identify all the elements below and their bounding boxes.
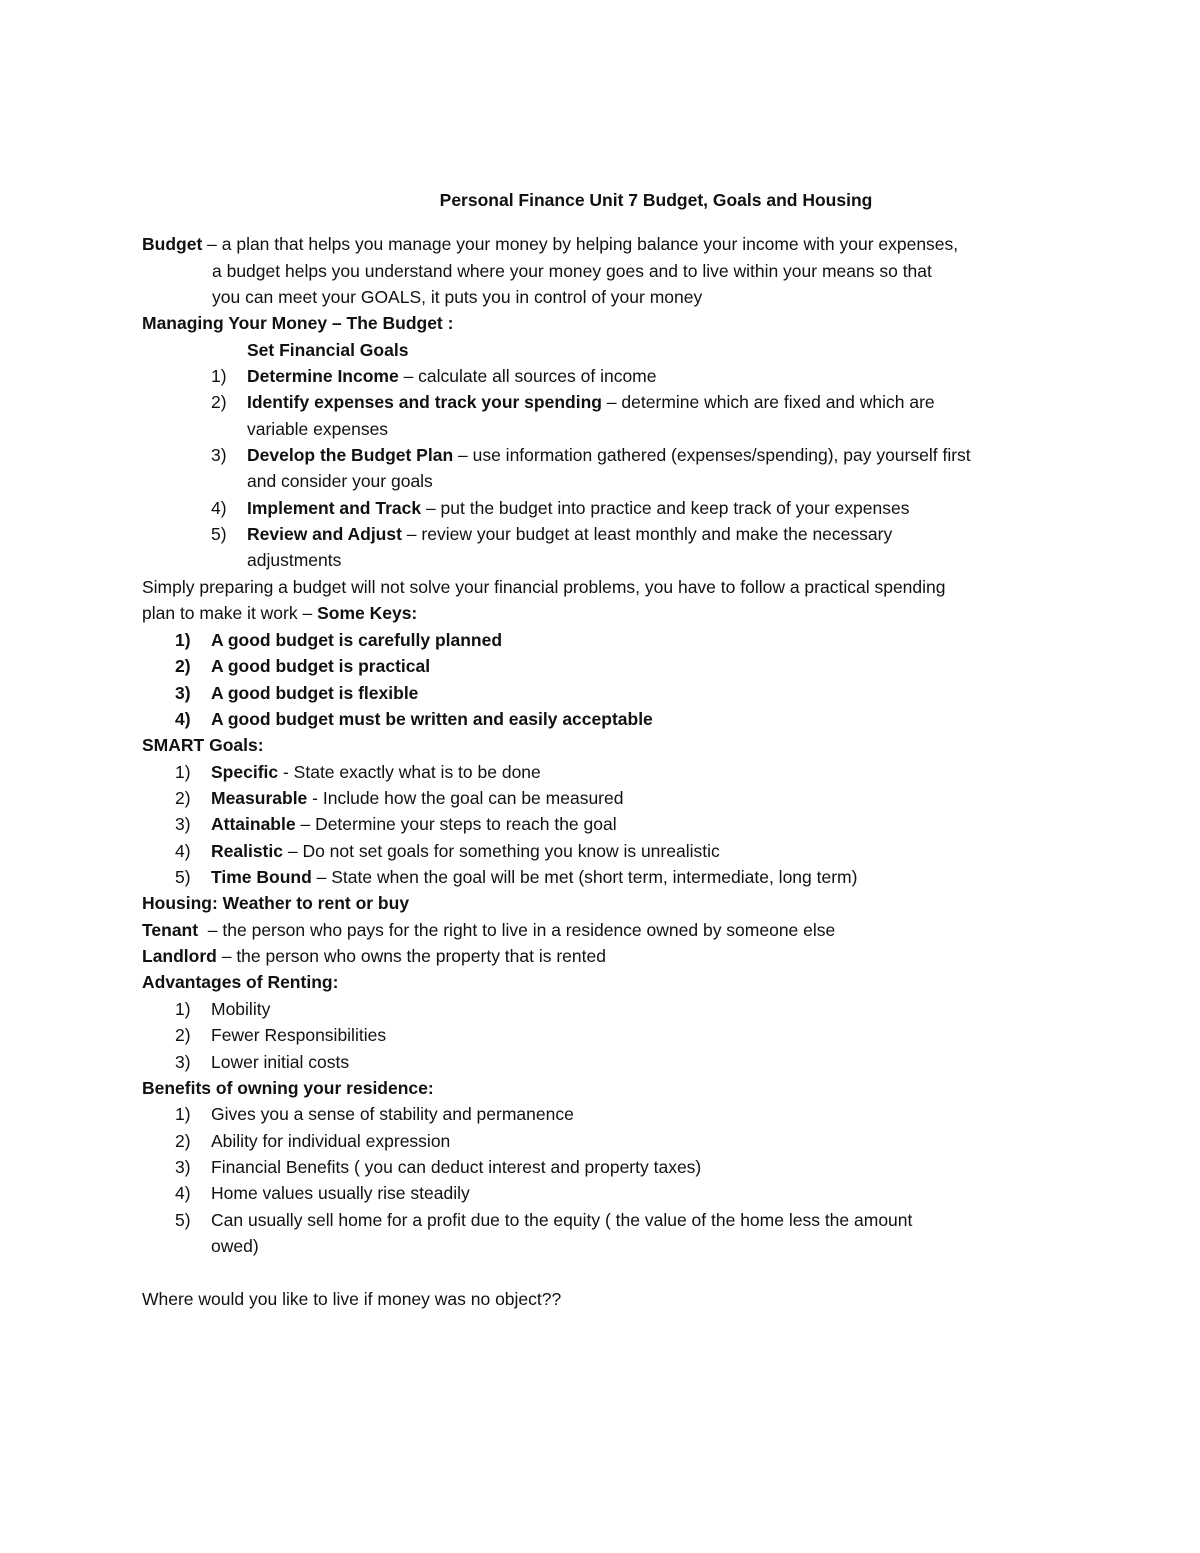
budget-definition bbox=[142, 231, 958, 257]
budget-desc-line1: – a plan that helps you manage your money by helping balance your income with your expenses, bbox=[202, 234, 959, 254]
budget-desc-line3: you can meet your GOALS, it puts you in control of your money bbox=[212, 287, 703, 307]
set-goals-subheading: Set Financial Goals bbox=[247, 340, 409, 360]
keys-paragraph-line2: plan to make it work – Some Keys: bbox=[142, 603, 418, 623]
list-item: 5) Can usually sell home for a profit due to the equity ( the value of the home less the amount bbox=[175, 1210, 913, 1230]
list-item: 3) A good budget is flexible bbox=[175, 683, 419, 703]
list-item: 5) Review and Adjust – review your budget at least monthly and make the necessary bbox=[211, 524, 893, 544]
list-item: 4) Realistic – Do not set goals for something you know is unrealistic bbox=[175, 841, 720, 861]
list-item: 1) Mobility bbox=[175, 999, 271, 1019]
budget-desc-line2: a budget helps you understand where your money goes and to live within your means so that bbox=[212, 261, 932, 281]
smart-heading: SMART Goals: bbox=[142, 735, 264, 755]
list-item: 1) Determine Income – calculate all sources of income bbox=[211, 366, 657, 386]
renting-heading: Advantages of Renting: bbox=[142, 972, 339, 992]
tenant-definition: Tenant – the person who pays for the right to live in a residence owned by someone else bbox=[142, 920, 836, 940]
list-item: 2) Ability for individual expression bbox=[175, 1131, 451, 1151]
list-item: 3) Financial Benefits ( you can deduct interest and property taxes) bbox=[175, 1157, 702, 1177]
list-item: 3) Attainable – Determine your steps to reach the goal bbox=[175, 814, 617, 834]
list-item: 5) Time Bound – State when the goal will be met (short term, intermediate, long term) bbox=[175, 867, 858, 887]
owning-heading: Benefits of owning your residence: bbox=[142, 1078, 434, 1098]
list-item: 3) Lower initial costs bbox=[175, 1052, 350, 1072]
keys-paragraph-line1: Simply preparing a budget will not solve your financial problems, you have to follow a practical spending bbox=[142, 577, 946, 597]
list-item: 4) Implement and Track – put the budget into practice and keep track of your expenses bbox=[211, 498, 910, 518]
closing-question: Where would you like to live if money was no object?? bbox=[142, 1289, 562, 1309]
some-keys-label: Some Keys: bbox=[317, 603, 418, 623]
managing-heading: Managing Your Money – The Budget : bbox=[142, 313, 454, 333]
list-item: 2) Fewer Responsibilities bbox=[175, 1025, 387, 1045]
landlord-term: Landlord bbox=[142, 946, 217, 966]
housing-heading: Housing: Weather to rent or buy bbox=[142, 893, 410, 913]
list-item: 1) Gives you a sense of stability and permanence bbox=[175, 1104, 574, 1124]
list-item: 4) Home values usually rise steadily bbox=[175, 1183, 470, 1203]
list-item-continuation: owed) bbox=[211, 1236, 259, 1256]
list-item: 2) Measurable - Include how the goal can be measured bbox=[175, 788, 624, 808]
list-item: 3) Develop the Budget Plan – use information gathered (expenses/spending), pay yourself first bbox=[211, 445, 971, 465]
list-item: 4) A good budget must be written and easily acceptable bbox=[175, 709, 653, 729]
tenant-term: Tenant bbox=[142, 920, 199, 940]
list-item: 2) A good budget is practical bbox=[175, 656, 431, 676]
list-item-continuation: and consider your goals bbox=[247, 471, 433, 491]
list-item: 2) Identify expenses and track your spending – determine which are fixed and which are bbox=[211, 392, 935, 412]
landlord-definition: Landlord – the person who owns the property that is rented bbox=[142, 946, 606, 966]
list-item-continuation: adjustments bbox=[247, 550, 342, 570]
list-item: 1) A good budget is carefully planned bbox=[175, 630, 503, 650]
list-item-continuation: variable expenses bbox=[247, 419, 389, 439]
page-title: Personal Finance Unit 7 Budget, Goals and Housing bbox=[439, 190, 873, 210]
budget-term: Budget bbox=[142, 234, 203, 254]
list-item: 1) Specific - State exactly what is to be done bbox=[175, 762, 541, 782]
